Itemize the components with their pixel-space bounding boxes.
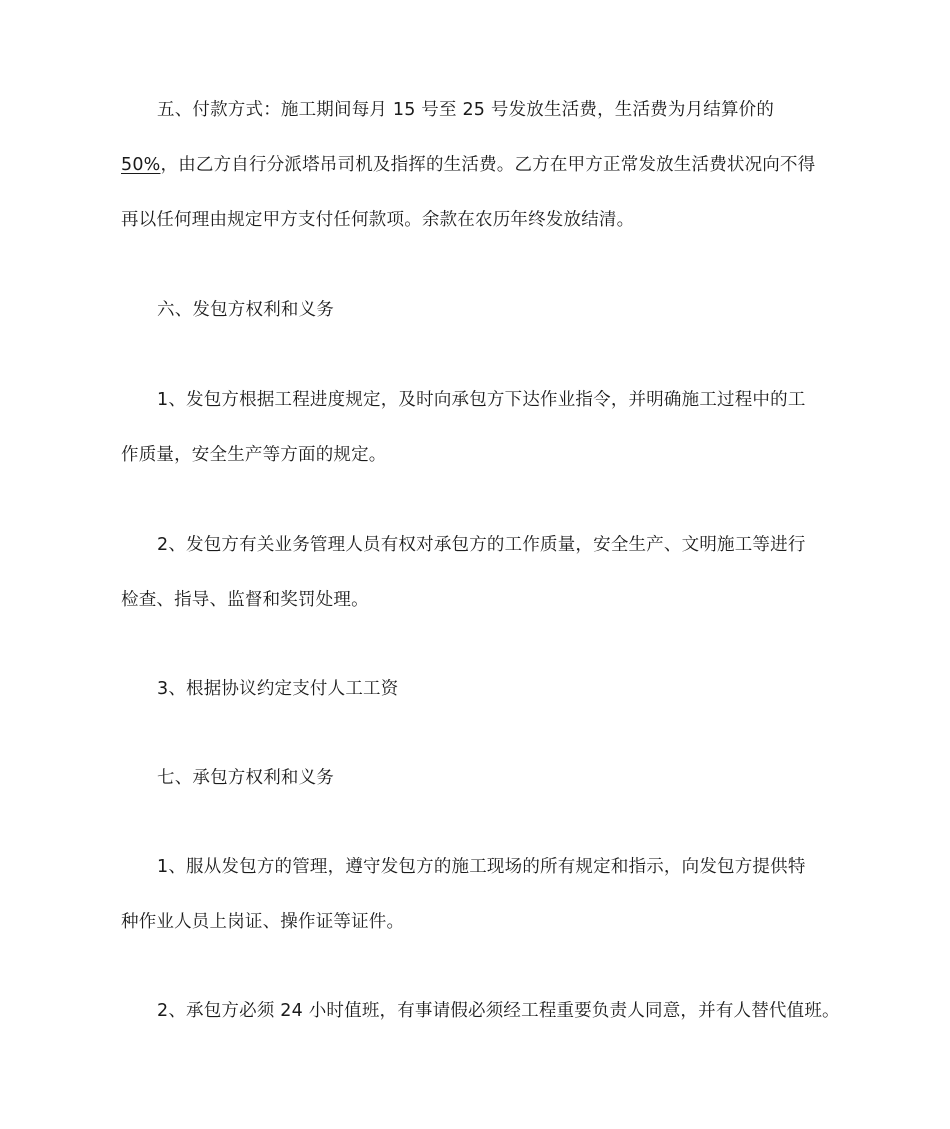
payment-method-line-2-rest: ，由乙方自行分派塔吊司机及指挥的生活费。乙方在甲方正常发放生活费状况向不得	[160, 155, 816, 175]
clause-6-1-line-1: 1、发包方根据工程进度规定，及时向承包方下达作业指令，并明确施工过程中的工	[157, 390, 806, 410]
clause-7-1-line-2: 种作业人员上岗证、操作证等证件。	[121, 912, 405, 932]
payment-method-line-2	[121, 153, 841, 177]
clause-6-3: 3、根据协议约定支付人工工资	[157, 679, 399, 699]
clause-7-1-line-1: 1、服从发包方的管理，遵守发包方的施工现场的所有规定和指示，向发包方提供特	[157, 857, 806, 877]
clause-6-2-line-2: 检查、指导、监督和奖罚处理。	[121, 590, 369, 610]
clause-6-2-line-1: 2、发包方有关业务管理人员有权对承包方的工作质量，安全生产、文明施工等进行	[157, 535, 806, 555]
payment-method-line-1: 五、付款方式：施工期间每月 15 号至 25 号发放生活费，生活费为月结算价的	[157, 100, 775, 120]
section-6-heading: 六、发包方权利和义务	[157, 300, 334, 320]
clause-7-2: 2、承包方必须 24 小时值班，有事请假必须经工程重要负责人同意，并有人替代值班。	[157, 1001, 840, 1021]
percent-underlined: 50%	[121, 155, 161, 175]
section-7-heading: 七、承包方权利和义务	[157, 768, 334, 788]
payment-method-line-3: 再以任何理由规定甲方支付任何款项。余款在农历年终发放结清。	[121, 210, 635, 230]
clause-6-1-line-2: 作质量，安全生产等方面的规定。	[121, 445, 387, 465]
